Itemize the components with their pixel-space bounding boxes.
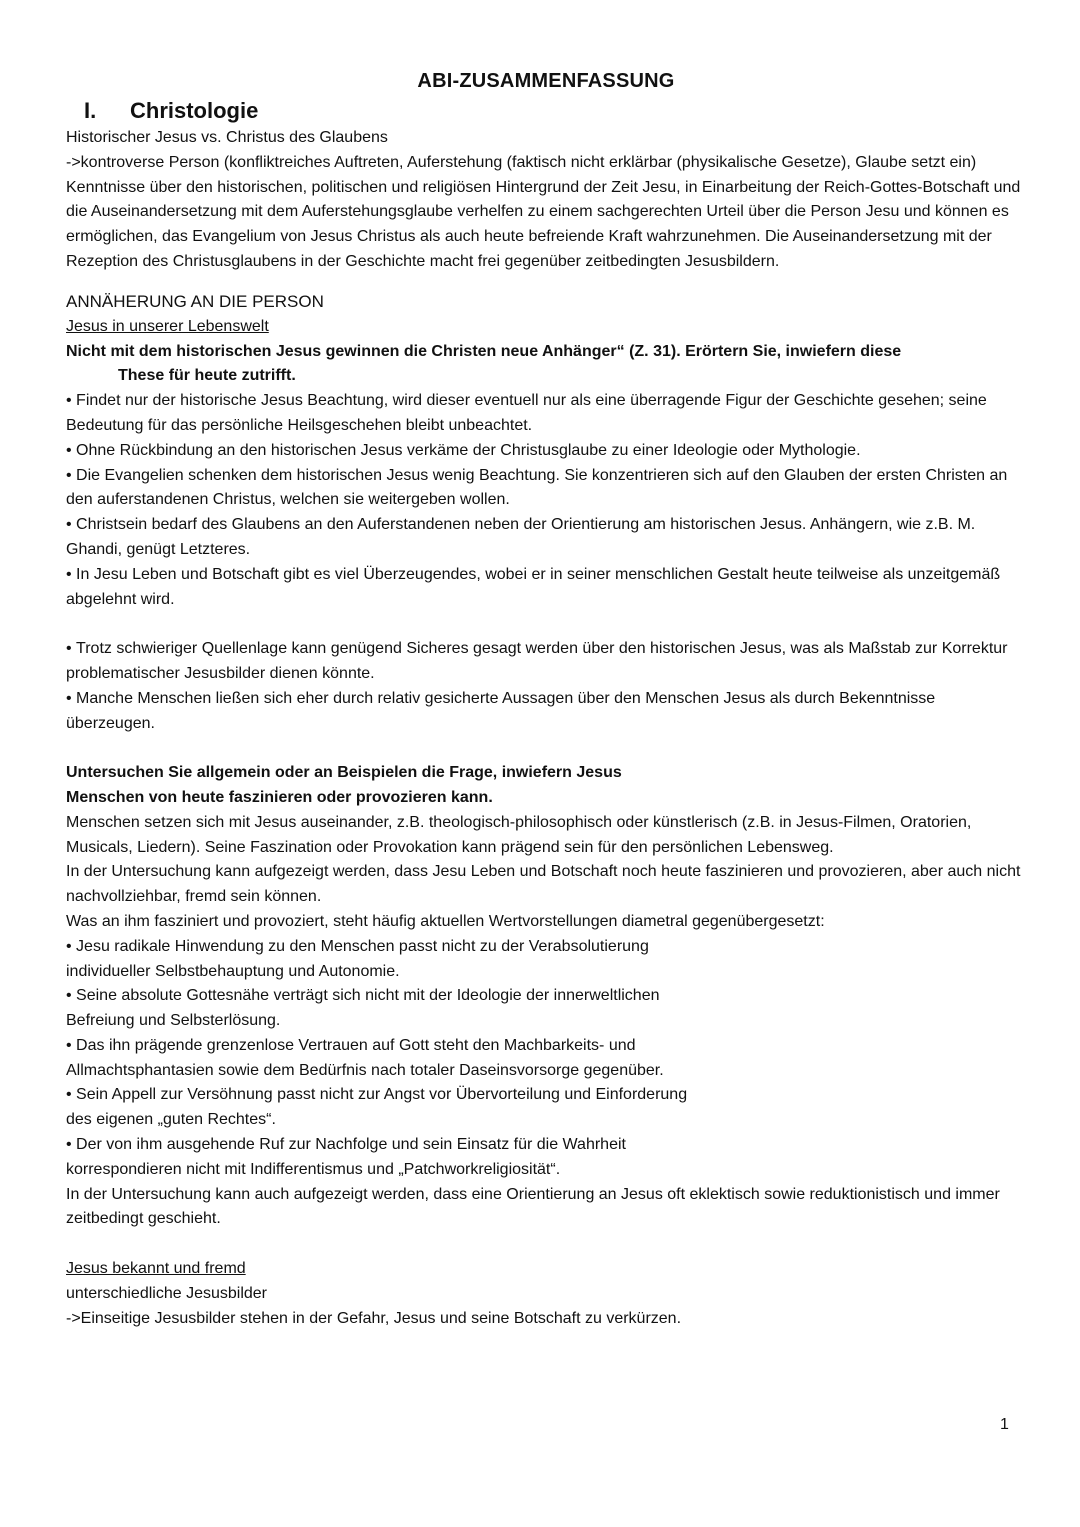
- subheading-bekannt-fremd: Jesus bekannt und fremd: [66, 1260, 246, 1278]
- bullet-item: [66, 1133, 1026, 1183]
- paragraph: In der Untersuchung kann aufgezeigt werden, dass Jesu Leben und Botschaft noch heute faszinieren und provozieren, aber auch nicht nachvollziehbar, fremd sein können.: [66, 863, 1021, 906]
- bullet-item: [66, 1034, 1026, 1084]
- document-title: ABI-ZUSAMMENFASSUNG: [417, 70, 675, 92]
- chapter-title: Christologie: [130, 98, 259, 123]
- paragraph: ->Einseitige Jesusbilder stehen in der Gefahr, Jesus und seine Botschaft zu verkürzen.: [66, 1309, 682, 1327]
- bullet-line: • Seine absolute Gottesnähe verträgt sich nicht mit der Ideologie der innerweltlichen: [66, 984, 1026, 1009]
- bullet-line: des eigenen „guten Rechtes“.: [66, 1111, 276, 1129]
- subheading-lebenswelt: Jesus in unserer Lebenswelt: [66, 317, 269, 335]
- spacer: [66, 1232, 1026, 1257]
- intro-line: Historischer Jesus vs. Christus des Glaubens: [66, 129, 388, 146]
- bullet-item: • Die Evangelien schenken dem historischen Jesus wenig Beachtung. Sie konzentrieren sich auf den Glauben der ersten Christen an den auferstandenen Christus, welchen sie weitergeben wollen.: [66, 464, 1026, 514]
- question-1-line-2: These für heute zutrifft.: [118, 367, 296, 385]
- bullet-item: [66, 935, 1026, 985]
- bullet-line: individueller Selbstbehauptung und Autonomie.: [66, 962, 400, 980]
- chapter-number: I.: [84, 98, 97, 123]
- bullet-line: • Das ihn prägende grenzenlose Vertrauen auf Gott steht den Machbarkeits- und: [66, 1034, 1026, 1059]
- bullet-item: • In Jesu Leben und Botschaft gibt es viel Überzeugendes, wobei er in seiner menschlichen Gestalt heute teilweise als unzeitgemäß abgelehnt wird.: [66, 563, 1026, 613]
- bullet-item: • Trotz schwieriger Quellenlage kann genügend Sicheres gesagt werden über den historischen Jesus, was als Maßstab zur Korrektur problematischer Jesusbilder dienen könnte.: [66, 637, 1026, 687]
- paragraph: Menschen setzen sich mit Jesus auseinander, z.B. theologisch-philosophisch oder künstlerisch (z.B. in Jesus-Filmen, Oratorien, Musicals, Liedern). Seine Faszination oder Provokation kann prägend sein für den persönlichen Lebensweg.: [66, 813, 972, 856]
- chapter-heading: [84, 96, 1026, 126]
- bullet-item: [66, 1083, 1026, 1133]
- intro-line: ->kontroverse Person (konfliktreiches Auftreten, Auferstehung (faktisch nicht erklärbar (physikalische Gesetze), Glaube setzt ein): [66, 153, 977, 171]
- bullet-line: Befreiung und Selbsterlösung.: [66, 1012, 281, 1030]
- question-2-line-1: Untersuchen Sie allgemein oder an Beispielen die Frage, inwiefern Jesus: [66, 764, 622, 782]
- bullet-item: • Manche Menschen ließen sich eher durch relativ gesicherte Aussagen über den Menschen Jesus als durch Bekenntnisse überzeugen.: [66, 687, 1026, 737]
- bullet-item: • Findet nur der historische Jesus Beachtung, wird dieser eventuell nur als eine überragende Figur der Geschichte gesehen; seine Bedeutung für das persönliche Heilsgeschehen bleibt unbeachtet.: [66, 389, 1026, 439]
- bullet-line: Allmachtsphantasien sowie dem Bedürfnis nach totaler Daseinsvorsorge gegenüber.: [66, 1061, 664, 1079]
- bullet-item: • Ohne Rückbindung an den historischen Jesus verkäme der Christusglaube zu einer Ideologie oder Mythologie.: [66, 439, 1026, 464]
- paragraph: Was an ihm fasziniert und provoziert, steht häufig aktuellen Wertvorstellungen diametral gegenübergesetzt:: [66, 912, 825, 930]
- document-page: [66, 66, 1026, 1331]
- spacer: [66, 736, 1026, 761]
- closing-paragraph: In der Untersuchung kann auch aufgezeigt werden, dass eine Orientierung an Jesus oft eklektisch sowie reduktionistisch und immer zeitbedingt geschieht.: [66, 1185, 1000, 1228]
- paragraph: unterschiedliche Jesusbilder: [66, 1284, 267, 1302]
- question-2-line-2: Menschen von heute faszinieren oder provozieren kann.: [66, 788, 493, 806]
- bullet-line: • Sein Appell zur Versöhnung passt nicht zur Angst vor Übervorteilung und Einforderung: [66, 1083, 1026, 1108]
- page-number: 1: [1000, 1416, 1009, 1433]
- spacer: [66, 612, 1026, 637]
- bullet-line: korrespondieren nicht mit Indifferentismus und „Patchworkreligiosität“.: [66, 1160, 561, 1178]
- section-heading: ANNÄHERUNG AN DIE PERSON: [66, 291, 324, 311]
- bullet-line: • Jesu radikale Hinwendung zu den Menschen passt nicht zu der Verabsolutierung: [66, 935, 1026, 960]
- intro-paragraph: Kenntnisse über den historischen, politischen und religiösen Hintergrund der Zeit Jesu, in Einarbeitung der Reich-Gottes-Botschaft und die Auseinandersetzung mit dem Auferstehungsglaube verhelfen zu einem sachgerechten Urteil über die Person Jesu und können es ermöglichen, das Evangelium von Jesus Christus als auch heute befreiende Kraft wahrzunehmen. Die Auseinandersetzung mit der Rezeption des Christusglaubens in der Geschichte macht frei gegenüber zeitbedingten Jesusbildern.: [66, 178, 1021, 270]
- bullet-item: [66, 984, 1026, 1034]
- question-1-line-1: Nicht mit dem historischen Jesus gewinnen die Christen neue Anhänger“ (Z. 31). Erörtern Sie, inwiefern diese: [66, 342, 902, 360]
- bullet-item: • Christsein bedarf des Glaubens an den Auferstandenen neben der Orientierung am historischen Jesus. Anhängern, wie z.B. M. Ghandi, genügt Letzteres.: [66, 513, 1026, 563]
- bullet-line: • Der von ihm ausgehende Ruf zur Nachfolge und sein Einsatz für die Wahrheit: [66, 1133, 1026, 1158]
